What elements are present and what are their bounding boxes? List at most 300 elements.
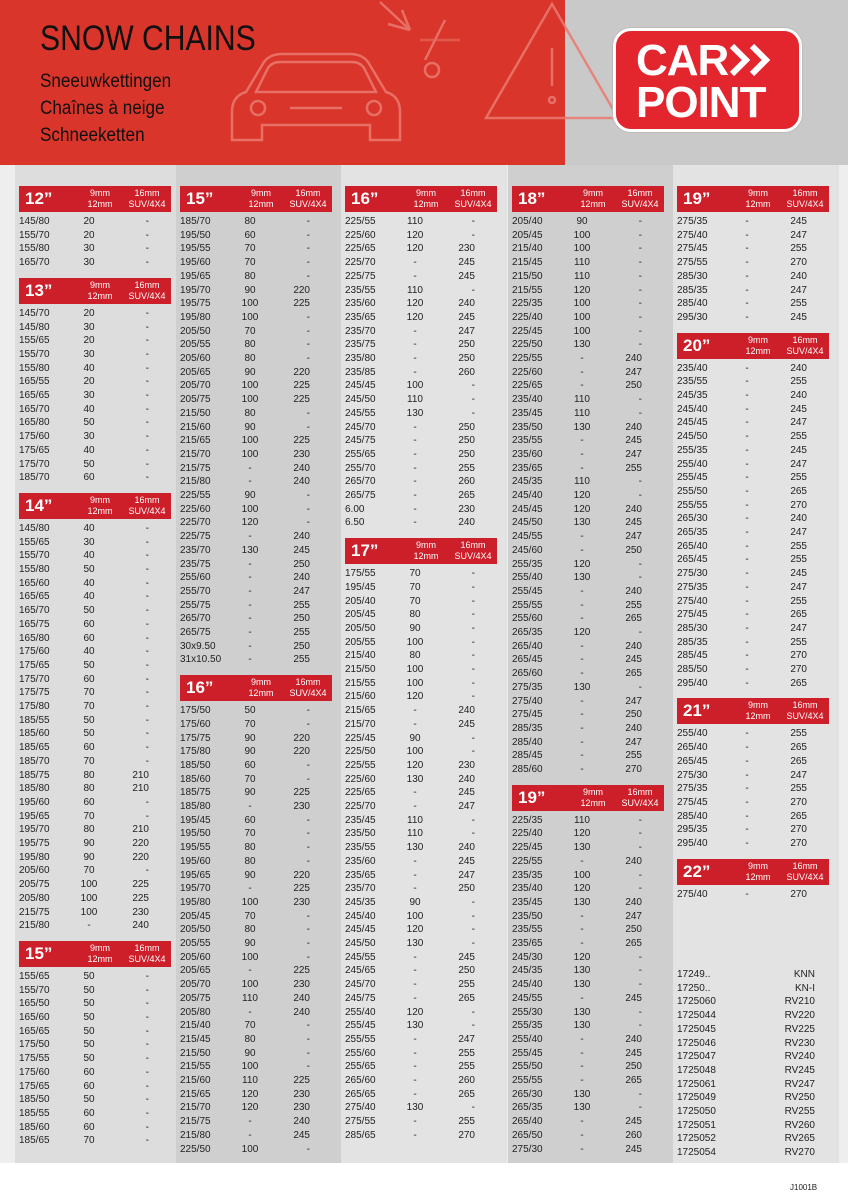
- table-row: [19, 984, 149, 998]
- chain-16mm-suv-value: 225: [132, 892, 149, 904]
- chain-9-12mm-value: 80: [244, 216, 256, 227]
- table-row: [180, 773, 310, 787]
- tire-size: 205/60: [180, 353, 211, 364]
- article-number: 1725060: [677, 996, 716, 1008]
- chain-9-12mm-value: 90: [244, 490, 256, 501]
- table-row: [19, 215, 149, 229]
- chain-16mm-suv-value: 255: [790, 298, 807, 310]
- tire-size: 235/55: [512, 924, 543, 936]
- table-row: [512, 462, 642, 476]
- table-row: [180, 1019, 310, 1033]
- chain-9-12mm-value: 40: [83, 577, 95, 589]
- chain-9-12mm-value: -: [413, 1047, 417, 1059]
- table-row: [512, 1101, 642, 1115]
- chain-9-12mm-value: -: [745, 769, 749, 781]
- chain-16mm-suv-value: 255: [625, 750, 642, 762]
- chain-16mm-suv-value: 240: [293, 462, 310, 474]
- tire-size: 175/65: [19, 444, 50, 456]
- tire-size: 185/60: [19, 728, 50, 740]
- chain-9-12mm-value: 90: [244, 284, 256, 296]
- tire-size: 205/75: [180, 394, 211, 406]
- chain-16mm-suv-value: 250: [458, 448, 475, 460]
- code-row: [677, 1050, 815, 1064]
- chain-16mm-suv-value: -: [471, 380, 475, 392]
- table-row: [345, 964, 475, 978]
- tire-size: 195/60: [19, 796, 50, 808]
- chain-9-12mm-value: 100: [573, 229, 591, 241]
- table-row: [512, 841, 642, 855]
- tire-size: 165/70: [19, 257, 50, 269]
- table-row: [512, 366, 642, 380]
- column-header-bottom: SUV/4X4: [128, 953, 166, 964]
- chain-9-12mm-value: -: [745, 796, 749, 808]
- chain-9-12mm-value: 80: [83, 783, 95, 795]
- table-row: [345, 622, 475, 636]
- chain-9-12mm-value: 100: [241, 298, 259, 310]
- tire-size: 6.00: [345, 503, 365, 515]
- chain-16mm-suv-value: 245: [790, 311, 807, 323]
- tire-size: 185/55: [19, 714, 50, 726]
- table-row: [345, 567, 475, 581]
- chain-9-12mm-value: -: [580, 462, 584, 474]
- tire-size: 245/55: [345, 407, 376, 419]
- chain-16mm-suv-value: 270: [458, 1129, 475, 1141]
- tire-size: 265/40: [512, 640, 543, 652]
- chain-16mm-suv-value: 225: [293, 380, 310, 392]
- chain-9-12mm-value: 100: [573, 869, 591, 881]
- chain-9-12mm-value: 90: [244, 1047, 256, 1059]
- tire-size: 265/60: [512, 668, 543, 680]
- code-row: [677, 1105, 815, 1119]
- tire-size: 185/50: [180, 759, 211, 771]
- chain-16mm-suv-value: 270: [625, 764, 642, 775]
- table-row: [512, 503, 642, 517]
- tire-size: 205/40: [512, 216, 543, 227]
- chain-16mm-suv-value: 250: [625, 380, 642, 392]
- column-header-top: 16mm: [627, 786, 653, 797]
- chain-16mm-suv-value: -: [638, 243, 642, 255]
- tire-size: 235/75: [345, 339, 376, 351]
- chain-16mm-suv-value: 225: [293, 394, 310, 406]
- tire-size: 155/80: [19, 564, 50, 575]
- chain-9-12mm-value: 40: [83, 444, 95, 456]
- table-row: [180, 951, 310, 965]
- table-row: [180, 489, 310, 503]
- column-header-top: 9mm: [90, 942, 110, 953]
- table-row: [677, 256, 807, 270]
- chain-code: RV250: [784, 1092, 815, 1104]
- tire-size: 215/40: [512, 243, 543, 255]
- chain-9-12mm-value: 120: [573, 951, 591, 963]
- chain-9-12mm-value: 110: [574, 476, 590, 488]
- chain-16mm-suv-value: -: [471, 691, 475, 703]
- rim-size-label: 13”: [25, 280, 53, 300]
- tire-size: 255/70: [180, 585, 211, 597]
- chain-16mm-suv-value: 245: [625, 435, 642, 447]
- table-row: [180, 1033, 310, 1047]
- tire-size: 245/70: [345, 421, 376, 433]
- tire-size: 245/40: [512, 979, 543, 991]
- tire-size: 265/60: [345, 1075, 376, 1086]
- chain-9-12mm-value: -: [745, 755, 749, 767]
- tire-size: 255/65: [345, 448, 376, 460]
- table-row: [180, 704, 310, 718]
- table-row: [512, 407, 642, 421]
- table-row: [19, 997, 149, 1011]
- table-row: [180, 325, 310, 339]
- chain-9-12mm-value: 110: [574, 270, 590, 282]
- chain-16mm-suv-value: -: [638, 842, 642, 854]
- chain-16mm-suv-value: -: [306, 311, 310, 323]
- table-row: [19, 810, 149, 824]
- column-header-bottom: SUV/4X4: [128, 290, 166, 301]
- tire-size: 195/50: [180, 828, 211, 840]
- chain-9-12mm-value: 110: [407, 814, 423, 826]
- chain-16mm-suv-value: 260: [458, 1075, 475, 1086]
- table-row: [180, 910, 310, 924]
- chain-16mm-suv-value: -: [145, 1135, 149, 1147]
- tire-size: 265/70: [180, 613, 211, 625]
- table-row: [19, 458, 149, 472]
- chain-9-12mm-value: 100: [80, 906, 98, 918]
- code-row: [677, 1037, 815, 1051]
- table-row: [19, 970, 149, 984]
- chain-16mm-suv-value: 255: [625, 599, 642, 611]
- tire-size: 195/75: [180, 298, 211, 310]
- tire-size: 225/45: [512, 842, 543, 854]
- column-header-bottom: SUV/4X4: [454, 199, 492, 209]
- chain-9-12mm-value: 110: [574, 394, 590, 406]
- chain-16mm-suv-value: -: [471, 896, 475, 908]
- chain-9-12mm-value: -: [248, 585, 252, 597]
- table-row: [180, 448, 310, 462]
- code-row: [677, 995, 815, 1009]
- tire-size: 225/55: [180, 490, 211, 501]
- article-number: 1725050: [677, 1106, 716, 1117]
- chain-9-12mm-value: 100: [573, 325, 591, 337]
- article-number: 1725047: [677, 1051, 716, 1063]
- chain-16mm-suv-value: -: [471, 595, 475, 607]
- chain-16mm-suv-value: -: [145, 998, 149, 1010]
- table-row: [512, 951, 642, 965]
- table-row: [180, 745, 310, 759]
- table-row: [19, 1066, 149, 1080]
- tire-size: 265/30: [512, 1088, 543, 1100]
- table-row: [512, 1033, 642, 1047]
- rim-size-header: [512, 186, 664, 212]
- chain-16mm-suv-value: 240: [625, 722, 642, 734]
- chain-16mm-suv-value: 245: [458, 257, 475, 269]
- tire-size: 265/35: [677, 527, 708, 538]
- tire-size: 215/70: [180, 448, 211, 460]
- tire-size: 175/65: [19, 1080, 50, 1092]
- table-row: [512, 1143, 642, 1157]
- table-row: [345, 882, 475, 896]
- chain-9-12mm-value: 120: [573, 883, 591, 895]
- tire-size: 245/35: [512, 965, 543, 977]
- tire-size: 225/55: [512, 353, 543, 364]
- tire-size: 235/75: [180, 558, 211, 570]
- table-row: [19, 604, 149, 618]
- tire-size: 205/60: [19, 865, 50, 877]
- tire-size: 145/80: [19, 321, 50, 333]
- table-row: [512, 667, 642, 681]
- table-row: [512, 379, 642, 393]
- chain-16mm-suv-value: 255: [790, 540, 807, 552]
- rim-size-label: 20”: [683, 335, 711, 355]
- chain-9-12mm-value: 60: [244, 759, 256, 771]
- tire-size: 235/80: [345, 353, 376, 364]
- chain-16mm-suv-value: 245: [625, 1047, 642, 1059]
- tire-size: 195/45: [180, 814, 211, 826]
- table-row: [19, 878, 149, 892]
- tire-size: 215/40: [345, 650, 376, 662]
- chain-9-12mm-value: 70: [244, 910, 256, 922]
- chain-16mm-suv-value: -: [638, 490, 642, 501]
- chain-9-12mm-value: -: [745, 622, 749, 634]
- chain-9-12mm-value: 50: [83, 564, 95, 575]
- tire-size: 195/80: [180, 311, 211, 323]
- chain-16mm-suv-value: 230: [132, 906, 149, 918]
- chain-16mm-suv-value: 230: [293, 979, 310, 991]
- table-row: [180, 558, 310, 572]
- rim-size-label: 14”: [25, 495, 53, 515]
- chain-16mm-suv-value: 265: [790, 677, 807, 689]
- chain-9-12mm-value: -: [413, 979, 417, 991]
- table-row: [345, 581, 475, 595]
- table-row: [180, 571, 310, 585]
- chain-9-12mm-value: -: [413, 476, 417, 488]
- code-row: [677, 1132, 815, 1146]
- tire-size: 225/70: [180, 517, 211, 529]
- chain-9-12mm-value: 80: [244, 270, 256, 282]
- chain-9-12mm-value: 120: [406, 243, 424, 255]
- chain-16mm-suv-value: -: [638, 572, 642, 584]
- tire-size: 275/45: [677, 796, 708, 808]
- chain-16mm-suv-value: 265: [790, 810, 807, 822]
- tire-size: 185/75: [180, 787, 211, 799]
- code-row: [677, 1146, 815, 1160]
- table-row: [345, 1115, 475, 1129]
- table-row: [345, 773, 475, 787]
- tire-size: 215/50: [180, 1047, 211, 1059]
- rim-size-header: [677, 698, 829, 724]
- tire-size: 245/75: [345, 992, 376, 1004]
- chain-9-12mm-value: -: [413, 1033, 417, 1045]
- tire-size: 175/55: [19, 1053, 50, 1065]
- tire-size: 255/50: [677, 485, 708, 497]
- chain-16mm-suv-value: 240: [625, 421, 642, 433]
- tire-size: 255/30: [512, 1006, 543, 1018]
- chain-16mm-suv-value: -: [638, 814, 642, 826]
- tire-size: 235/50: [512, 910, 543, 922]
- chain-9-12mm-value: -: [745, 677, 749, 689]
- chain-9-12mm-value: 100: [241, 503, 259, 515]
- chain-9-12mm-value: 130: [573, 1102, 591, 1114]
- chain-9-12mm-value: 40: [83, 362, 95, 374]
- tire-size: 225/60: [512, 366, 543, 378]
- chain-9-12mm-value: 100: [241, 896, 259, 908]
- chain-9-12mm-value: 120: [406, 1006, 424, 1018]
- chain-9-12mm-value: -: [87, 920, 91, 932]
- table-row: [512, 311, 642, 325]
- chain-16mm-suv-value: 225: [293, 1075, 310, 1086]
- tire-size: 215/60: [180, 1075, 211, 1086]
- table-row: [345, 732, 475, 746]
- chain-9-12mm-value: 120: [573, 284, 591, 296]
- rim-size-header: [512, 785, 664, 811]
- chain-9-12mm-value: 100: [241, 311, 259, 323]
- chain-16mm-suv-value: 220: [293, 284, 310, 296]
- chain-16mm-suv-value: -: [145, 1121, 149, 1133]
- chain-16mm-suv-value: 240: [790, 362, 807, 374]
- chain-16mm-suv-value: -: [471, 581, 475, 593]
- column-header-bottom: 12mm: [87, 505, 113, 516]
- table-row: [345, 827, 475, 841]
- chain-16mm-suv-value: -: [306, 842, 310, 854]
- tire-size: 245/55: [345, 951, 376, 963]
- chain-16mm-suv-value: -: [145, 1053, 149, 1065]
- chain-16mm-suv-value: 240: [625, 640, 642, 652]
- chain-16mm-suv-value: 255: [790, 554, 807, 566]
- chain-9-12mm-value: 70: [83, 687, 95, 699]
- rim-size-header: [19, 941, 171, 967]
- table-row: [345, 704, 475, 718]
- chain-16mm-suv-value: -: [145, 646, 149, 658]
- chain-9-12mm-value: -: [580, 722, 584, 734]
- table-row: [19, 727, 149, 741]
- chain-16mm-suv-value: -: [306, 705, 310, 717]
- column-header-top: 9mm: [251, 188, 271, 198]
- chain-9-12mm-value: -: [580, 380, 584, 392]
- chain-16mm-suv-value: 270: [790, 838, 807, 849]
- chain-16mm-suv-value: -: [145, 984, 149, 996]
- chain-9-12mm-value: -: [580, 353, 584, 364]
- chain-16mm-suv-value: 247: [625, 531, 642, 543]
- chain-16mm-suv-value: 245: [458, 787, 475, 799]
- column-header-top: 16mm: [627, 188, 653, 198]
- chain-16mm-suv-value: -: [471, 1102, 475, 1114]
- table-row: [180, 421, 310, 435]
- chain-9-12mm-value: 110: [242, 992, 258, 1004]
- chain-9-12mm-value: 90: [244, 869, 256, 881]
- table-row: [345, 869, 475, 883]
- tire-size: 215/50: [345, 664, 376, 675]
- table-row: [345, 242, 475, 256]
- chain-16mm-suv-value: -: [145, 970, 149, 982]
- tire-size: 225/75: [345, 270, 376, 282]
- chain-9-12mm-value: 130: [406, 407, 424, 419]
- tire-size: 235/55: [512, 435, 543, 447]
- chain-16mm-suv-value: 265: [790, 485, 807, 497]
- table-row: [512, 393, 642, 407]
- tire-size: 225/65: [512, 380, 543, 392]
- table-row: [345, 663, 475, 677]
- rim-size-label: 22”: [683, 861, 711, 881]
- code-row: [677, 1023, 815, 1037]
- table-row: [19, 256, 149, 270]
- tire-size: 155/70: [19, 229, 50, 241]
- chain-9-12mm-value: -: [413, 353, 417, 364]
- chain-code: RV225: [784, 1023, 815, 1035]
- column-header-top: 16mm: [792, 188, 818, 198]
- chain-9-12mm-value: -: [745, 270, 749, 282]
- table-row: [512, 352, 642, 366]
- table-row: [180, 1115, 310, 1129]
- rim-size-label: 17”: [351, 541, 379, 561]
- chain-9-12mm-value: -: [580, 736, 584, 748]
- tire-size: 225/60: [180, 503, 211, 515]
- column-header-top: 16mm: [792, 860, 818, 871]
- chain-16mm-suv-value: 265: [625, 613, 642, 625]
- tire-size: 175/50: [19, 1039, 50, 1051]
- chain-16mm-suv-value: -: [145, 444, 149, 456]
- column-header-bottom: SUV/4X4: [454, 551, 492, 562]
- table-row: [180, 338, 310, 352]
- chain-9-12mm-value: 70: [409, 568, 421, 580]
- chain-9-12mm-value: -: [745, 257, 749, 269]
- article-number: 17249..: [677, 969, 711, 980]
- chain-9-12mm-value: 50: [83, 659, 95, 671]
- chain-16mm-suv-value: -: [638, 257, 642, 269]
- chain-9-12mm-value: 40: [83, 646, 95, 658]
- table-row: [677, 242, 807, 256]
- column-header-top: 16mm: [792, 700, 818, 711]
- chain-9-12mm-value: 80: [244, 842, 256, 854]
- chain-9-12mm-value: -: [745, 540, 749, 552]
- tire-size: 235/55: [345, 284, 376, 296]
- chain-9-12mm-value: 30: [83, 321, 95, 333]
- table-row: [19, 837, 149, 851]
- chain-9-12mm-value: -: [745, 581, 749, 593]
- tire-size: 235/65: [512, 938, 543, 949]
- tire-size: 275/40: [677, 595, 708, 607]
- table-row: [345, 718, 475, 732]
- table-row: [19, 755, 149, 769]
- table-row: [19, 645, 149, 659]
- table-row: [677, 403, 807, 417]
- column-header-bottom: SUV/4X4: [786, 345, 824, 356]
- table-row: [677, 284, 807, 298]
- chain-16mm-suv-value: 230: [293, 1088, 310, 1100]
- table-row: [677, 837, 807, 851]
- chain-16mm-suv-value: -: [638, 627, 642, 638]
- chain-16mm-suv-value: -: [145, 577, 149, 589]
- table-row: [345, 379, 475, 393]
- tire-size: 295/30: [677, 311, 708, 323]
- tire-size: 235/60: [512, 448, 543, 460]
- column-header-top: 9mm: [90, 188, 110, 198]
- tire-size: 31x10.50: [180, 654, 222, 666]
- chain-9-12mm-value: 60: [244, 229, 256, 241]
- chain-9-12mm-value: 100: [241, 448, 259, 460]
- table-row: [512, 434, 642, 448]
- table-row: [677, 458, 807, 472]
- chain-9-12mm-value: 90: [244, 787, 256, 799]
- tire-size: 255/40: [512, 1033, 543, 1045]
- tire-size: 195/65: [180, 869, 211, 881]
- tire-size: 275/35: [512, 681, 543, 693]
- table-row: [677, 649, 807, 663]
- chain-16mm-suv-value: 240: [132, 920, 149, 932]
- chain-9-12mm-value: 110: [407, 828, 423, 840]
- chain-9-12mm-value: 80: [244, 924, 256, 936]
- tire-size: 265/40: [512, 1116, 543, 1128]
- table-row: [677, 595, 807, 609]
- chain-9-12mm-value: 110: [574, 407, 590, 419]
- chain-16mm-suv-value: 255: [625, 462, 642, 474]
- tire-size: 255/65: [345, 1061, 376, 1073]
